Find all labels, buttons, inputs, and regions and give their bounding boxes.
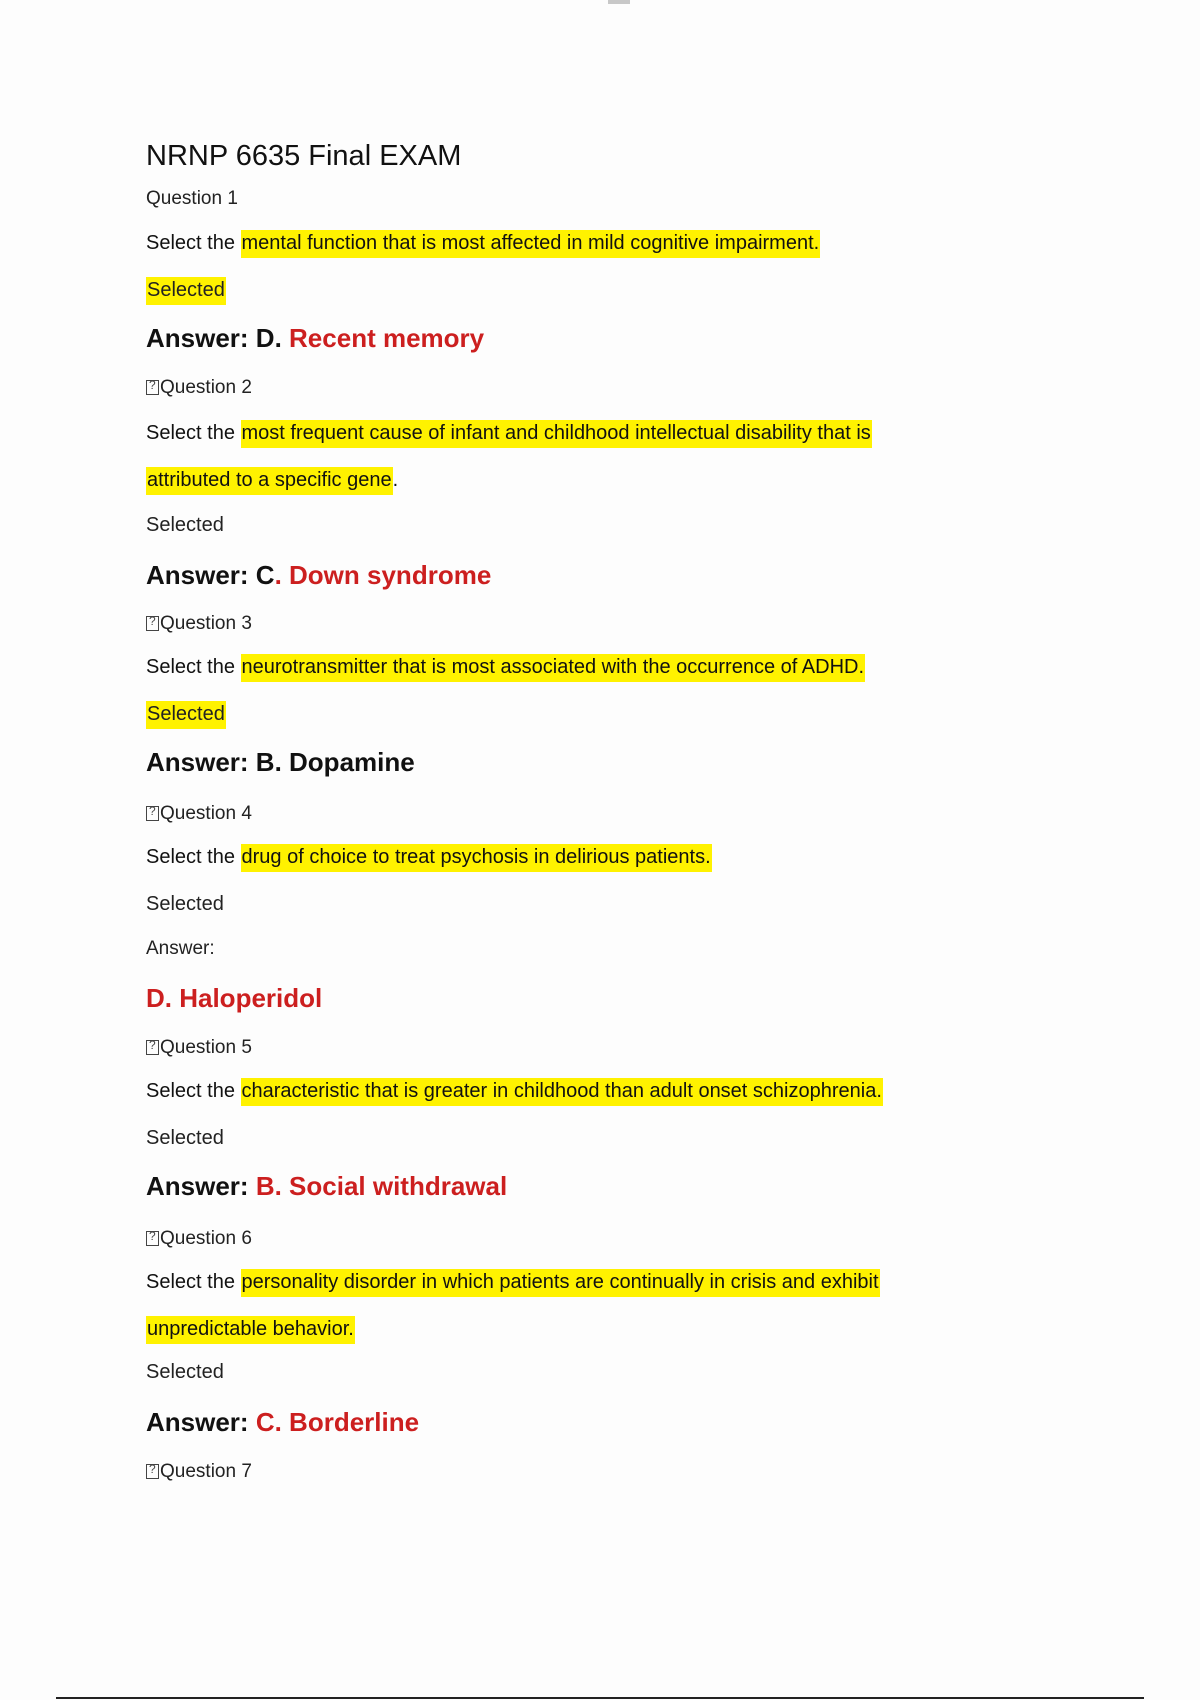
question-1-text — [146, 233, 820, 253]
checkbox-glyph-icon — [146, 1231, 159, 1246]
question-6-answer — [146, 1409, 419, 1435]
checkbox-glyph-icon — [146, 616, 159, 631]
question-6-text-line2 — [146, 1319, 355, 1339]
question-3-selected — [146, 704, 226, 724]
question-4-highlight: drug of choice to treat psychosis in delirious patients. — [241, 844, 712, 872]
question-4-answer-value: D. Haloperidol — [146, 983, 323, 1013]
question-1-label: Question 1 — [146, 188, 238, 209]
question-4-text — [146, 847, 712, 867]
question-6-answer-label: Answer: — [146, 1407, 256, 1437]
question-3-answer: Answer: B. Dopamine — [146, 747, 415, 777]
question-2-answer — [146, 562, 491, 588]
question-5-prefix: Select the — [146, 1080, 241, 1102]
checkbox-glyph-icon — [146, 380, 159, 395]
question-2-highlight-2: attributed to a specific gene — [146, 467, 393, 495]
question-2-highlight-1: most frequent cause of infant and childhood intellectual disability that is — [241, 420, 872, 448]
question-6-label: ?Question 6 — [146, 1229, 252, 1248]
question-5-answer-label: Answer: — [146, 1171, 256, 1201]
checkbox-glyph-icon — [146, 1464, 159, 1479]
question-2-selected: Selected — [146, 514, 224, 536]
question-1-highlight: mental function that is most affected in mild cognitive impairment. — [241, 230, 821, 258]
question-6-selected: Selected — [146, 1361, 224, 1383]
question-2-text-line1 — [146, 423, 872, 443]
page-top-marker — [608, 0, 630, 4]
page-bottom-rule — [56, 1697, 1144, 1699]
page-title: NRNP 6635 Final EXAM — [146, 140, 462, 172]
question-4-selected: Selected — [146, 893, 224, 915]
question-5-highlight: characteristic that is greater in childhood than adult onset schizophrenia. — [241, 1078, 883, 1106]
question-1-answer — [146, 325, 484, 351]
question-3-selected-text: Selected — [146, 701, 226, 729]
question-1-selected-text: Selected — [146, 277, 226, 305]
checkbox-glyph-icon — [146, 1040, 159, 1055]
question-1-answer-label: Answer: D. — [146, 323, 290, 353]
question-5-answer-value: B. Social withdrawal — [255, 1171, 508, 1201]
checkbox-glyph-icon — [146, 806, 159, 821]
question-3-text — [146, 657, 865, 677]
question-3-highlight: neurotransmitter that is most associated with the occurrence of ADHD. — [241, 654, 866, 682]
question-1-selected — [146, 280, 226, 300]
question-2-prefix: Select the — [146, 422, 241, 444]
question-6-text-line1 — [146, 1272, 880, 1292]
question-5-text — [146, 1081, 883, 1101]
question-2-answer-value: . Down syndrome — [274, 560, 492, 590]
question-1-answer-value: Recent memory — [289, 323, 485, 353]
question-1-prefix: Select the — [146, 232, 241, 254]
question-4-answer-label: Answer: — [146, 938, 215, 959]
question-3-label: ?Question 3 — [146, 614, 252, 633]
question-2-label: ?Question 2 — [146, 378, 252, 397]
question-2-suffix: . — [392, 469, 399, 491]
question-5-answer — [146, 1173, 507, 1199]
question-5-label: ?Question 5 — [146, 1038, 252, 1057]
question-6-answer-value: C. Borderline — [255, 1407, 420, 1437]
question-2-text-line2 — [146, 470, 398, 490]
question-5-selected: Selected — [146, 1127, 224, 1149]
question-6-prefix: Select the — [146, 1271, 241, 1293]
question-6-highlight-1: personality disorder in which patients are continually in crisis and exhibit — [241, 1269, 880, 1297]
question-7-label: ?Question 7 — [146, 1462, 252, 1481]
question-2-answer-label: Answer: C — [146, 560, 275, 590]
question-4-label: ?Question 4 — [146, 804, 252, 823]
question-3-prefix: Select the — [146, 656, 241, 678]
question-4-prefix: Select the — [146, 846, 241, 868]
question-6-highlight-2: unpredictable behavior. — [146, 1316, 355, 1344]
